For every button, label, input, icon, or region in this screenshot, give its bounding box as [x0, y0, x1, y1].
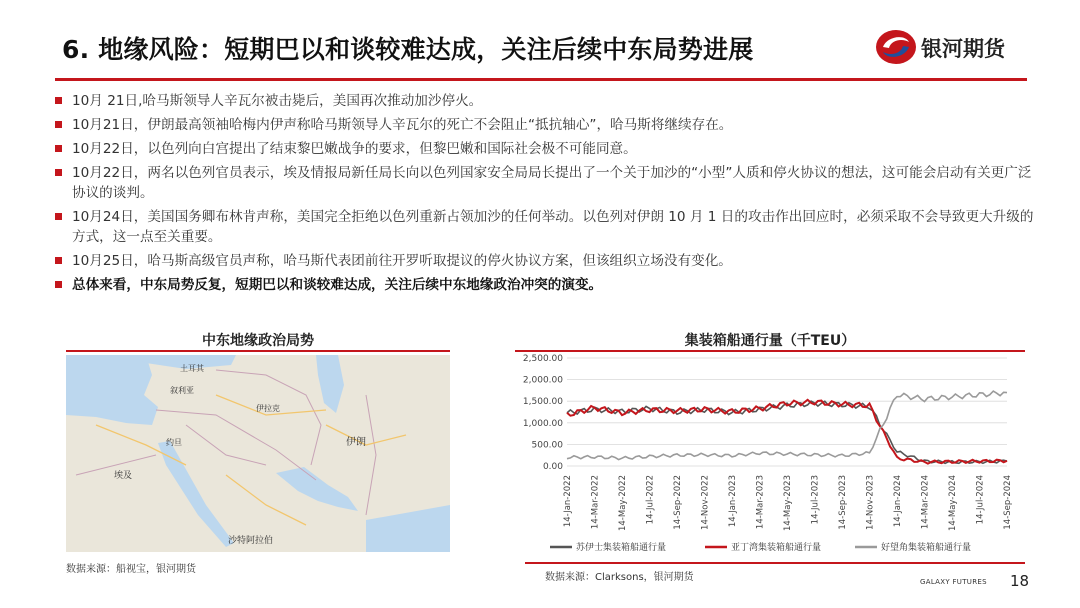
bullet-item: 10月25日，哈马斯高级官员声称，哈马斯代表团前往开罗听取提议的停火协议方案，但该组织立场没有变化。 [52, 251, 1042, 271]
map-label-iran: 伊朗 [346, 437, 366, 448]
x-tick-label: 14-Sep-2023 [838, 475, 848, 530]
map-label-iraq: 伊拉克 [256, 404, 280, 413]
bullet-square-icon [55, 281, 62, 288]
chart-source: 数据来源：Clarksons，银河期货 [545, 572, 694, 583]
map-label-jordan: 约旦 [166, 438, 182, 447]
map-source: 数据来源：船视宝，银河期货 [66, 564, 196, 575]
x-tick-label: 14-Nov-2023 [865, 475, 876, 530]
bullet-item: 10月22日，以色列向白宫提出了结束黎巴嫩战争的要求，但黎巴嫩和国际社会极不可能同意。 [52, 139, 1042, 159]
y-tick-label: 0.00 [542, 462, 563, 472]
bullet-square-icon [55, 97, 62, 104]
x-tick-label: 14-Mar-2024 [920, 475, 931, 530]
y-tick-label: 2,000.00 [522, 375, 563, 386]
map-label-egypt: 埃及 [114, 471, 133, 481]
x-tick-label: 14-Nov-2022 [700, 475, 711, 530]
x-tick-label: 14-Mar-2023 [755, 475, 766, 530]
bullet-list [52, 91, 1042, 299]
x-tick-label: 14-May-2024 [948, 475, 958, 532]
x-tick-label: 14-Jul-2022 [645, 475, 656, 525]
footer-divider [525, 562, 1025, 564]
map-title-divider [66, 350, 450, 352]
header-divider [55, 78, 1027, 81]
x-tick-label: 14-May-2022 [618, 475, 628, 532]
y-tick-label: 2,500.00 [522, 354, 563, 364]
map-label-turkey: 土耳其 [180, 364, 204, 373]
map-label-saudi: 沙特阿拉伯 [228, 536, 274, 546]
bullet-item: 10月 21日,哈马斯领导人辛瓦尔被击毙后，美国再次推动加沙停火。 [52, 91, 1042, 111]
x-tick-label: 14-Sep-2024 [1003, 475, 1013, 530]
galaxy-logo-icon [875, 28, 917, 66]
summary-bullet: 总体来看，中东局势反复，短期巴以和谈较难达成，关注后续中东地缘政治冲突的演变。 [52, 275, 1042, 295]
map-label-syria: 叙利亚 [170, 386, 194, 395]
bullet-square-icon [55, 257, 62, 264]
chart-panel-title: 集装箱船通行量（千TEU） [684, 333, 856, 349]
x-tick-label: 14-Jan-2022 [563, 475, 573, 528]
logo [875, 28, 1035, 68]
bullet-item: 10月21日，伊朗最高领袖哈梅内伊声称哈马斯领导人辛瓦尔的死亡不会阻止“抵抗轴心”，哈马斯将继续存在。 [52, 115, 1042, 135]
bullet-square-icon [55, 213, 62, 220]
legend-label: 好望角集装箱船通行量 [881, 543, 972, 553]
x-tick-label: 14-Jul-2024 [975, 475, 986, 525]
footer-brand: GALAXY FUTURES [920, 578, 987, 586]
bullet-square-icon [55, 169, 62, 176]
legend-label: 亚丁湾集装箱船通行量 [731, 543, 822, 553]
x-tick-label: 14-Jul-2023 [810, 475, 821, 525]
map-graphic [66, 355, 450, 552]
page-number: 18 [1010, 572, 1030, 590]
page-title: 6. 地缘风险：短期巴以和谈较难达成，关注后续中东局势进展 [62, 35, 754, 64]
map-panel-title: 中东地缘政治局势 [202, 333, 314, 349]
x-tick-label: 14-Mar-2022 [590, 475, 601, 530]
bullet-item: 10月22日，两名以色列官员表示，埃及情报局新任局长向以色列国家安全局局长提出了一个关于加沙的“小型”人质和停火协议的想法，这可能会启动有关更广泛协议的谈判。 [52, 163, 1042, 203]
legend-label: 苏伊士集装箱船通行量 [576, 543, 667, 553]
y-tick-label: 500.00 [531, 440, 563, 451]
bullet-square-icon [55, 145, 62, 152]
y-tick-label: 1,500.00 [522, 397, 563, 408]
container-traffic-chart [515, 350, 1025, 560]
y-tick-label: 1,000.00 [522, 418, 563, 429]
logo-text: 银河期货 [921, 37, 1005, 61]
bullet-square-icon [55, 121, 62, 128]
bullet-item: 10月24日，美国国务卿布林肯声称，美国完全拒绝以色列重新占领加沙的任何举动。以色列对伊朗 10 月 1 日的攻击作出回应时，必须采取不会导致更大升级的方式，这一点至关重要。 [52, 207, 1042, 247]
x-tick-label: 14-Jan-2023 [728, 475, 738, 528]
x-tick-label: 14-Jan-2024 [893, 475, 903, 528]
middle-east-map [66, 355, 450, 552]
x-tick-label: 14-May-2023 [783, 475, 793, 532]
x-tick-label: 14-Sep-2022 [673, 475, 683, 530]
